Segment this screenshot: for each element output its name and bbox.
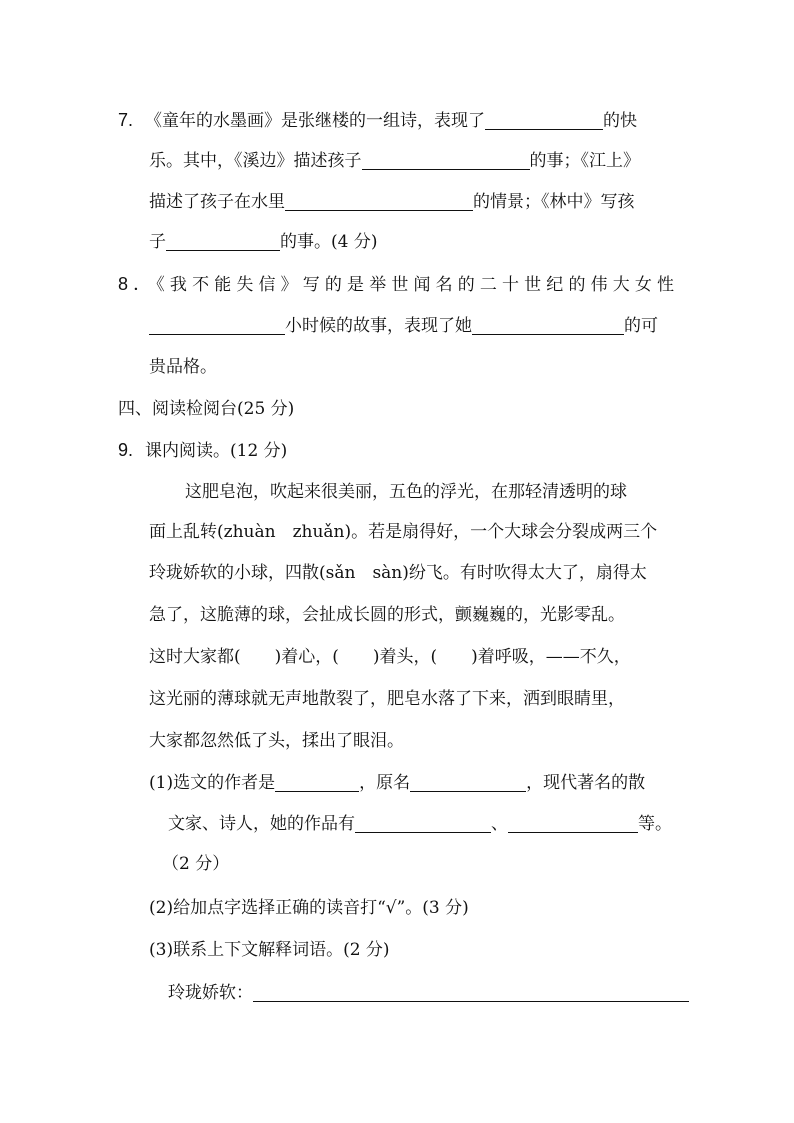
q7-text-3b: 的情景；《林中》写孩 <box>473 192 635 212</box>
q8-line-3 <box>149 355 217 379</box>
q9-sub1-blank-author[interactable] <box>275 773 359 792</box>
q7-blank-1[interactable] <box>485 111 603 130</box>
q7-line-4 <box>149 230 377 254</box>
q9-sub3: (3)联系上下文解释词语。(2 分) <box>149 940 390 960</box>
q9-sub1-text-f: 等。 <box>638 814 672 834</box>
section-4-title-text: 四、阅读检阅台(25 分) <box>118 399 295 419</box>
q8-line-1 <box>118 272 674 296</box>
q9-sub1-blank-realname[interactable] <box>410 773 526 792</box>
q7-text-1a: 《童年的水墨画》是张继楼的一组诗，表现了 <box>145 111 486 131</box>
q9-sub1-text-d: 文家、诗人，她的作品有 <box>168 814 355 834</box>
q9-title: 课内阅读。(12 分) <box>145 441 288 461</box>
q9-term-line <box>168 981 689 1005</box>
q9-sub1-text-b: ，原名 <box>359 773 411 793</box>
q9-sub1-text-a: (1)选文的作者是 <box>149 773 276 793</box>
q7-blank-2[interactable] <box>362 151 530 170</box>
q7-line-3 <box>149 190 635 214</box>
q7-line-1 <box>118 108 637 132</box>
q7-line-2 <box>149 149 640 173</box>
q8-text-2a: 小时候的故事，表现了她 <box>285 316 472 336</box>
passage-line-5: 这时大家都( )着心，( )着头，( )着呼吸，——不久， <box>149 647 631 667</box>
q9-sub1-blank-work-1[interactable] <box>355 814 491 833</box>
q7-text-1b: 的快 <box>603 111 638 131</box>
passage-line-7: 大家都忽然低了头，揉出了眼泪。 <box>149 731 404 751</box>
q9-term-label: 玲珑娇软： <box>168 983 253 1003</box>
q9-sub1-text-e: 、 <box>491 814 508 834</box>
q9-sub2: (2)给加点字选择正确的读音打“√”。(3 分) <box>149 898 469 918</box>
q7-number: 7. <box>118 110 134 130</box>
q7-text-2a: 乐。其中，《溪边》描述孩子 <box>149 151 362 171</box>
passage-line-2: 面上乱转(zhuàn zhuǎn)。若是扇得好，一个大球会分裂成两三个 <box>149 522 658 542</box>
q8-number: 8． <box>118 274 157 294</box>
q7-blank-3[interactable] <box>285 192 473 211</box>
q8-text-1: 《我不能失信》写的是举世闻名的二十世纪的伟大女性 <box>156 275 675 295</box>
q7-text-4b: 的事。(4 分) <box>280 232 378 252</box>
q9-sub1-score: （2 分） <box>162 854 230 874</box>
passage-line-4: 急了，这脆薄的球，会扯成长圆的形式，颤巍巍的，光影零乱。 <box>149 605 625 625</box>
q9-sub1-line-1 <box>149 771 645 795</box>
q7-text-4a: 子 <box>149 232 166 252</box>
q8-blank-2[interactable] <box>472 316 624 335</box>
passage-line-6: 这光丽的薄球就无声地散裂了，肥皂水落了下来，洒到眼睛里， <box>149 689 625 709</box>
passage-line-3: 玲珑娇软的小球，四散(sǎn sàn)纷飞。有时吹得太大了，扇得太 <box>149 563 647 583</box>
q9-term-blank[interactable] <box>253 983 689 1002</box>
q8-blank-1[interactable] <box>149 316 285 335</box>
q9-number: 9. <box>118 440 134 460</box>
q8-text-3: 贵品格。 <box>149 357 217 377</box>
q7-text-2b: 的事；《江上》 <box>529 151 640 171</box>
q9-sub1-text-c: ，现代著名的散 <box>526 773 646 793</box>
passage-line-1: 这肥皂泡，吹起来很美丽，五色的浮光，在那轻清透明的球 <box>185 482 627 502</box>
q9-sub1-blank-work-2[interactable] <box>508 814 638 833</box>
section-4-title <box>118 397 294 421</box>
q7-blank-4[interactable] <box>166 232 280 251</box>
q9-title-line <box>118 438 287 462</box>
q7-text-3a: 描述了孩子在水里 <box>149 192 285 212</box>
q8-text-2b: 的可 <box>624 316 658 336</box>
q9-sub1-line-2 <box>168 812 672 836</box>
q8-line-2 <box>149 314 658 338</box>
